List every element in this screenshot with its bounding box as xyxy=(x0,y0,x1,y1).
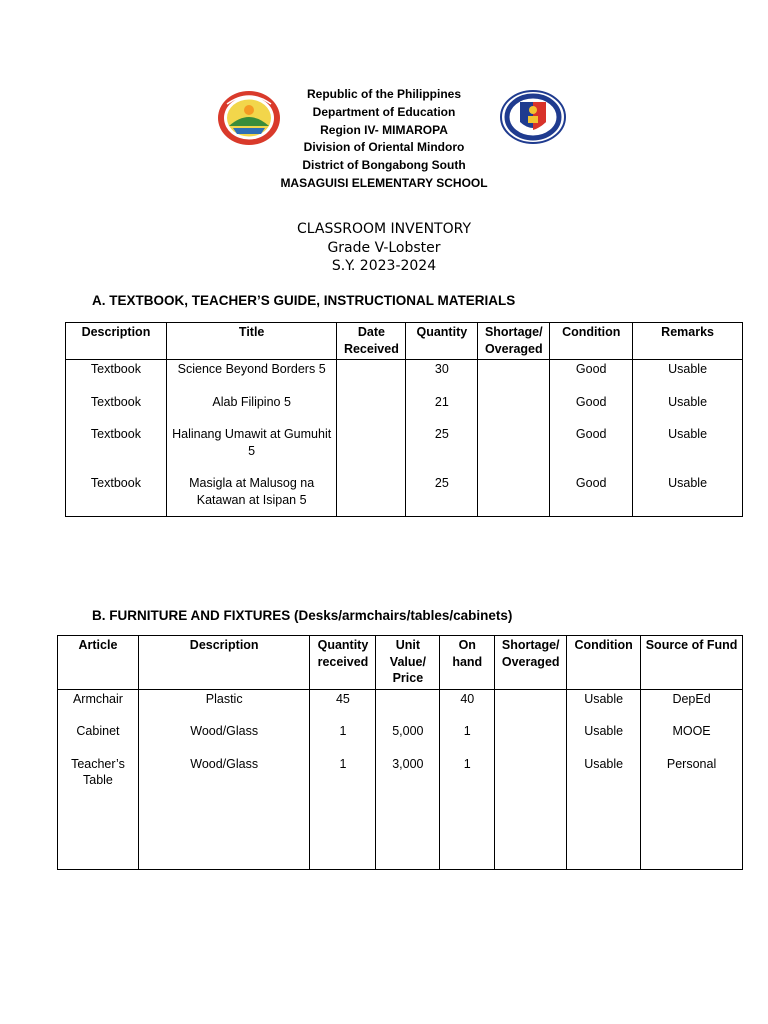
table-cell xyxy=(478,360,550,394)
table-cell: Personal xyxy=(641,756,743,870)
table-cell: Good xyxy=(550,394,633,427)
table-cell: DepEd xyxy=(641,689,743,723)
column-header: Condition xyxy=(550,323,633,360)
table-row xyxy=(58,723,743,756)
table-cell xyxy=(376,689,440,723)
table-cell xyxy=(478,426,550,475)
table-row xyxy=(66,426,743,475)
table-cell: 21 xyxy=(406,394,478,427)
document-title-block xyxy=(0,220,768,276)
column-header: Shortage/ Overaged xyxy=(478,323,550,360)
column-header: Shortage/ Overaged xyxy=(495,636,567,690)
column-header: Title xyxy=(166,323,337,360)
table-cell: Cabinet xyxy=(58,723,139,756)
table-cell: Usable xyxy=(567,756,641,870)
header-school: MASAGUISI ELEMENTARY SCHOOL xyxy=(280,175,488,190)
table-cell: 40 xyxy=(440,689,495,723)
table-cell: 5,000 xyxy=(376,723,440,756)
table-cell: Alab Filipino 5 xyxy=(166,394,337,427)
table-header-row xyxy=(66,323,743,360)
header-division: Division of Oriental Mindoro xyxy=(303,140,465,155)
header-republic: Republic of the Philippines xyxy=(306,87,461,101)
table-cell: Textbook xyxy=(66,426,167,475)
textbook-inventory-table xyxy=(65,322,743,517)
table-cell: 25 xyxy=(406,426,478,475)
table-cell: Halinang Umawit at Gumuhit 5 xyxy=(166,426,337,475)
table-cell: Wood/Glass xyxy=(138,723,310,756)
table-row xyxy=(66,360,743,394)
table-cell xyxy=(478,475,550,517)
table-cell: Good xyxy=(550,360,633,394)
table-header-row xyxy=(58,636,743,690)
table-row xyxy=(58,756,743,870)
section-a-title: A. TEXTBOOK, TEACHER’S GUIDE, INSTRUCTIONAL MATERIALS xyxy=(92,293,516,308)
column-header: Description xyxy=(66,323,167,360)
column-header: Unit Value/ Price xyxy=(376,636,440,690)
column-header: Date Received xyxy=(337,323,406,360)
header-region: Region IV- MIMAROPA xyxy=(320,122,448,137)
table-cell: Good xyxy=(550,426,633,475)
column-header: Article xyxy=(58,636,139,690)
column-header: Condition xyxy=(567,636,641,690)
table-cell: Good xyxy=(550,475,633,517)
column-header: On hand xyxy=(440,636,495,690)
table-cell xyxy=(495,756,567,870)
column-header: Remarks xyxy=(633,323,743,360)
table-cell: 1 xyxy=(440,723,495,756)
column-header: Quantity received xyxy=(310,636,376,690)
header-department: Department of Education xyxy=(312,104,456,119)
table-cell: Usable xyxy=(633,394,743,427)
table-cell: 1 xyxy=(310,723,376,756)
table-cell xyxy=(337,360,406,394)
table-cell: 3,000 xyxy=(376,756,440,870)
document-school-year: S.Y. 2023-2024 xyxy=(331,258,437,274)
table-cell: Usable xyxy=(567,723,641,756)
document-grade: Grade V-Lobster xyxy=(327,239,441,256)
table-cell: Teacher’s Table xyxy=(58,756,139,870)
table-cell: 30 xyxy=(406,360,478,394)
table-cell: Usable xyxy=(633,426,743,475)
table-cell xyxy=(337,426,406,475)
table-cell: Usable xyxy=(633,475,743,517)
table-row xyxy=(66,475,743,517)
table-cell: Usable xyxy=(567,689,641,723)
table-row xyxy=(58,689,743,723)
table-cell: Masigla at Malusog na Katawan at Isipan 5 xyxy=(166,475,337,517)
table-cell: Usable xyxy=(633,360,743,394)
table-row xyxy=(66,394,743,427)
table-cell: Armchair xyxy=(58,689,139,723)
table-cell xyxy=(495,689,567,723)
table-cell: Wood/Glass xyxy=(138,756,310,870)
table-cell xyxy=(478,394,550,427)
column-header: Quantity xyxy=(406,323,478,360)
table-cell: 45 xyxy=(310,689,376,723)
table-cell: 1 xyxy=(440,756,495,870)
table-cell xyxy=(337,394,406,427)
table-cell: Textbook xyxy=(66,475,167,517)
table-cell: 25 xyxy=(406,475,478,517)
table-cell xyxy=(337,475,406,517)
table-cell: Plastic xyxy=(138,689,310,723)
table-cell: Textbook xyxy=(66,360,167,394)
section-b-title: B. FURNITURE AND FIXTURES (Desks/armchairs/tables/cabinets) xyxy=(92,608,513,623)
table-cell: MOOE xyxy=(641,723,743,756)
table-cell: Science Beyond Borders 5 xyxy=(166,360,337,394)
table-cell xyxy=(495,723,567,756)
column-header: Description xyxy=(138,636,310,690)
furniture-inventory-table xyxy=(57,635,743,870)
table-cell: Textbook xyxy=(66,394,167,427)
document-title: CLASSROOM INVENTORY xyxy=(297,221,471,237)
column-header: Source of Fund xyxy=(641,636,743,690)
header-district: District of Bongabong South xyxy=(302,158,466,173)
table-cell: 1 xyxy=(310,756,376,870)
school-header xyxy=(0,86,768,193)
